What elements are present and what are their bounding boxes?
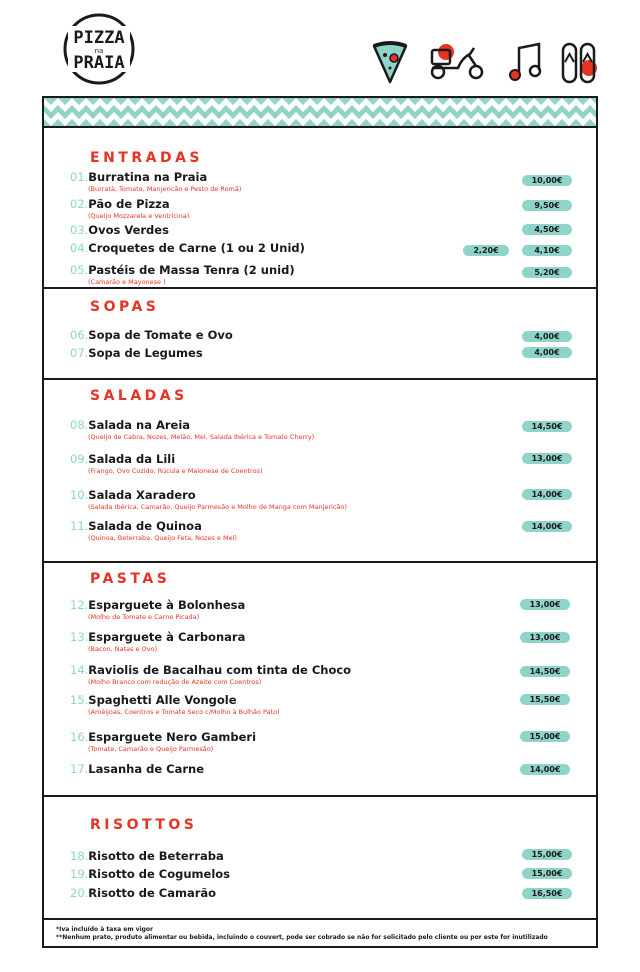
section-saladas: [44, 380, 596, 563]
item-name: Risotto de Cogumelos: [88, 867, 231, 881]
item-name: Sopa de Tomate e Ovo: [88, 328, 233, 342]
item-name: Salada Xaradero: [88, 488, 196, 502]
menu-frame: [42, 96, 598, 948]
item-number: 14.: [70, 663, 89, 677]
item-price: 14,00€: [522, 521, 572, 532]
item-description: (Tomate, Camarão e Queijo Parmesão): [88, 745, 214, 753]
logo-line1: PIZZA: [73, 28, 125, 48]
item-price: 13,00€: [520, 632, 570, 643]
menu-item: [70, 263, 570, 286]
section-title: SALADAS: [90, 388, 188, 404]
item-name: Lasanha de Carne: [88, 762, 205, 776]
menu-item: [70, 598, 570, 621]
item-price: 13,00€: [522, 453, 572, 464]
item-description: (Salada Ibérica, Camarão, Queijo Parmesão e Molho de Manga com Manjericão): [88, 503, 347, 511]
item-name: Sopa de Legumes: [88, 346, 203, 360]
menu-item: [70, 488, 570, 511]
menu-item: [70, 223, 570, 237]
item-number: 06.: [70, 328, 89, 342]
section-title: PASTAS: [90, 571, 171, 587]
item-price: 15,50€: [520, 694, 570, 705]
item-number: 12.: [70, 598, 89, 612]
menu-item: [70, 730, 570, 753]
item-number: 03.: [70, 223, 89, 237]
item-name: Ovos Verdes: [88, 223, 169, 237]
item-number: 15.: [70, 693, 89, 707]
menu-item: [70, 630, 570, 653]
item-description: (Burratà, Tomate, Manjericão e Pesto de Romã): [88, 185, 242, 193]
item-name: Salada na Areia: [88, 418, 191, 432]
item-price: 9,50€: [522, 200, 572, 211]
item-number: 05.: [70, 263, 89, 277]
section-title: SOPAS: [90, 299, 160, 315]
music-note-icon: [507, 40, 543, 84]
item-price: 14,50€: [522, 421, 572, 432]
menu-item: [70, 867, 570, 881]
item-price: 16,50€: [522, 888, 572, 899]
header: [0, 0, 640, 96]
menu-item: [70, 663, 570, 686]
tax-note: *Iva incluído à taxa em vigor: [56, 926, 154, 933]
item-number: 18.: [70, 849, 89, 863]
menu-item: [70, 762, 570, 776]
menu-item: [70, 693, 570, 716]
item-description: (Molho Branco com redução de Azeite com Coentros): [88, 678, 262, 686]
decorative-pattern: [44, 98, 596, 128]
item-description: (Queijo Mozzarela e Ventricina): [88, 212, 190, 220]
item-number: 04.: [70, 241, 89, 255]
menu-item: [70, 886, 570, 900]
item-description: (Amêijoas, Coentros e Tomate Seco c/Molho à Bulhão Pato): [88, 708, 280, 716]
item-name: Risotto de Camarão: [88, 886, 217, 900]
item-name: Pastéis de Massa Tenra (2 unid): [88, 263, 295, 277]
item-number: 02.: [70, 197, 89, 211]
pizza-slice-icon: [370, 40, 410, 86]
section-title: RISOTTOS: [90, 817, 198, 833]
item-price: 15,00€: [522, 849, 572, 860]
item-number: 10.: [70, 488, 89, 502]
item-description: (Bacon, Natas e Ovo): [88, 645, 158, 653]
item-price: 14,00€: [520, 764, 570, 775]
logo-line3: PRAIA: [73, 53, 125, 73]
item-number: 16.: [70, 730, 89, 744]
footer-notes: [44, 920, 596, 942]
item-name: Esparguete à Carbonara: [88, 630, 246, 644]
item-price-small: 2,20€: [463, 245, 509, 256]
menu-item: [70, 197, 570, 220]
item-price: 15,00€: [522, 868, 572, 879]
item-price: 15,00€: [520, 731, 570, 742]
item-name: Burratina na Praia: [88, 170, 208, 184]
item-price: 4,00€: [522, 347, 572, 358]
item-name: Salada da Lili: [88, 452, 176, 466]
item-price: 13,00€: [520, 599, 570, 610]
item-name: Esparguete Nero Gamberi: [88, 730, 257, 744]
section-pastas: [44, 563, 596, 797]
item-number: 01.: [70, 170, 89, 184]
item-description: (Quinoa, Beterraba, Queijo Feta, Nozes e Mel): [88, 534, 237, 542]
scooter-icon: [428, 40, 488, 82]
item-name: Salada de Quinoa: [88, 519, 202, 533]
couvert-note: **Nenhum prato, produto alimentar ou bebida, incluindo o couvert, pode ser cobrado se não for solicitado pelo cliente ou por este for inutilizado: [56, 934, 548, 941]
item-number: 17.: [70, 762, 89, 776]
menu-item: [70, 170, 570, 193]
item-name: Pão de Pizza: [88, 197, 170, 211]
menu-item: [70, 849, 570, 863]
item-price: 5,20€: [522, 267, 572, 278]
item-number: 11.: [70, 519, 89, 533]
item-name: Croquetes de Carne (1 ou 2 Unid): [88, 241, 305, 255]
item-price: 4,00€: [522, 331, 572, 342]
menu-item: [70, 328, 570, 342]
item-price: 14,00€: [522, 489, 572, 500]
menu-item: [70, 418, 570, 441]
sandals-icon: [560, 40, 600, 86]
section-entradas: [44, 128, 596, 289]
logo-line2: na: [94, 47, 104, 55]
item-price: 10,00€: [522, 175, 572, 186]
pizza-na-praia-logo: [60, 12, 138, 86]
item-number: 07.: [70, 346, 89, 360]
item-name: Esparguete à Bolonhesa: [88, 598, 246, 612]
section-risottos: [44, 797, 596, 920]
item-price: 4,10€: [522, 245, 572, 256]
item-name: Spaghetti Alle Vongole: [88, 693, 237, 707]
item-description: (Frango, Ovo Cozido, Rúcula e Maionese de Coentros): [88, 467, 263, 475]
item-number: 08.: [70, 418, 89, 432]
item-description: (Queijo de Cabra, Nozes, Melão, Mel, Salada Ibérica e Tomate Cherry): [88, 433, 315, 441]
item-price: 14,50€: [520, 666, 570, 677]
item-description: (Molho de Tomate e Carne Picada): [88, 613, 200, 621]
menu-item: [70, 346, 570, 360]
item-number: 20.: [70, 886, 89, 900]
item-name: Raviolis de Bacalhau com tinta de Choco: [88, 663, 352, 677]
menu-item: [70, 452, 570, 475]
menu-item: [70, 519, 570, 542]
section-sopas: [44, 289, 596, 380]
section-title: ENTRADAS: [90, 150, 203, 166]
item-price: 4,50€: [522, 224, 572, 235]
item-name: Risotto de Beterraba: [88, 849, 224, 863]
item-description: (Camarão e Mayonese ): [88, 278, 166, 286]
item-number: 09.: [70, 452, 89, 466]
item-number: 19.: [70, 867, 89, 881]
item-number: 13.: [70, 630, 89, 644]
